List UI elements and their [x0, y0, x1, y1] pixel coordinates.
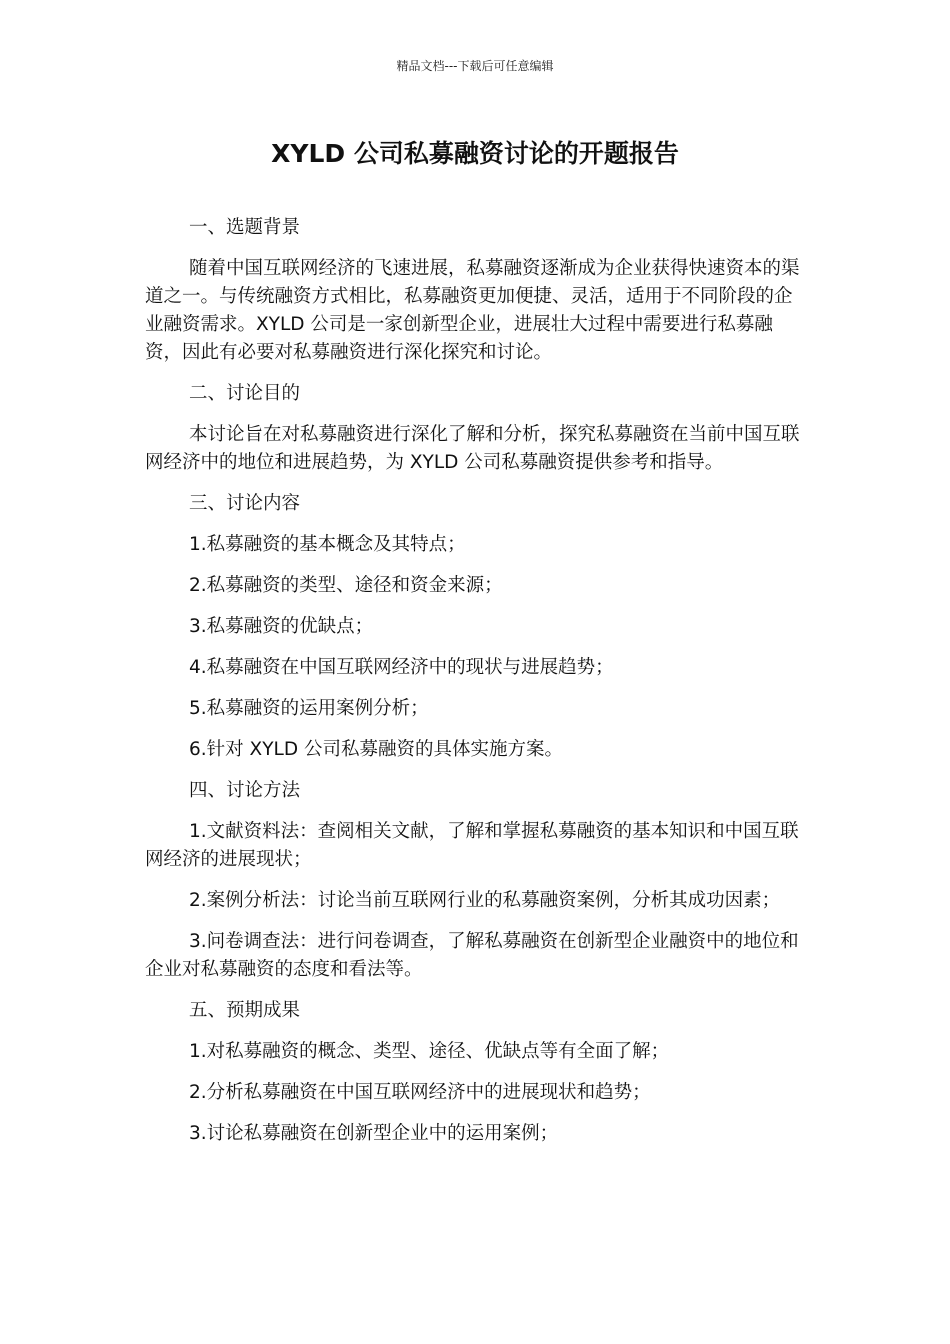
- content-item: 4.私募融资在中国互联网经济中的现状与进展趋势；: [189, 657, 614, 678]
- method-item: 3.问卷调查法：进行问卷调查，了解私募融资在创新型企业融资中的地位和企业对私募融资的态度和看法等。: [145, 931, 799, 980]
- content-item: 2.私募融资的类型、途径和资金来源；: [189, 575, 503, 596]
- section-heading-outcomes: 五、预期成果: [189, 1000, 301, 1021]
- content-item: 3.私募融资的优缺点；: [189, 616, 374, 637]
- content-item: 6.针对 XYLD 公司私募融资的具体实施方案。: [189, 739, 563, 760]
- content-item: 1.私募融资的基本概念及其特点；: [189, 534, 466, 555]
- section-heading-background: 一、选题背景: [189, 217, 301, 238]
- outcome-item: 3.讨论私募融资在创新型企业中的运用案例；: [189, 1123, 559, 1144]
- method-item: 2.案例分析法：讨论当前互联网行业的私募融资案例，分析其成功因素；: [189, 890, 781, 911]
- section-heading-content: 三、讨论内容: [189, 493, 301, 514]
- section-heading-purpose: 二、讨论目的: [189, 383, 301, 404]
- method-item: 1.文献资料法：查阅相关文献，了解和掌握私募融资的基本知识和中国互联网经济的进展现状；: [145, 821, 799, 870]
- outcome-item: 1.对私募融资的概念、类型、途径、优缺点等有全面了解；: [189, 1041, 670, 1062]
- section-heading-methods: 四、讨论方法: [189, 780, 301, 801]
- outcome-item: 2.分析私募融资在中国互联网经济中的进展现状和趋势；: [189, 1082, 651, 1103]
- document-title: XYLD 公司私募融资讨论的开题报告: [271, 139, 679, 168]
- purpose-paragraph: 本讨论旨在对私募融资进行深化了解和分析，探究私募融资在当前中国互联网经济中的地位和进展趋势，为 XYLD 公司私募融资提供参考和指导。: [145, 424, 800, 473]
- document-body: [145, 214, 807, 1161]
- content-item: 5.私募融资的运用案例分析；: [189, 698, 429, 719]
- background-paragraph: 随着中国互联网经济的飞速进展，私募融资逐渐成为企业获得快速资本的渠道之一。与传统融资方式相比，私募融资更加便捷、灵活，适用于不同阶段的企业融资需求。XYLD 公司是一家创新型企业，进展壮大过程中需要进行私募融资，因此有必要对私募融资进行深化探究和讨论。: [145, 258, 800, 363]
- page-header: 精品文档---下载后可任意编辑: [396, 59, 554, 73]
